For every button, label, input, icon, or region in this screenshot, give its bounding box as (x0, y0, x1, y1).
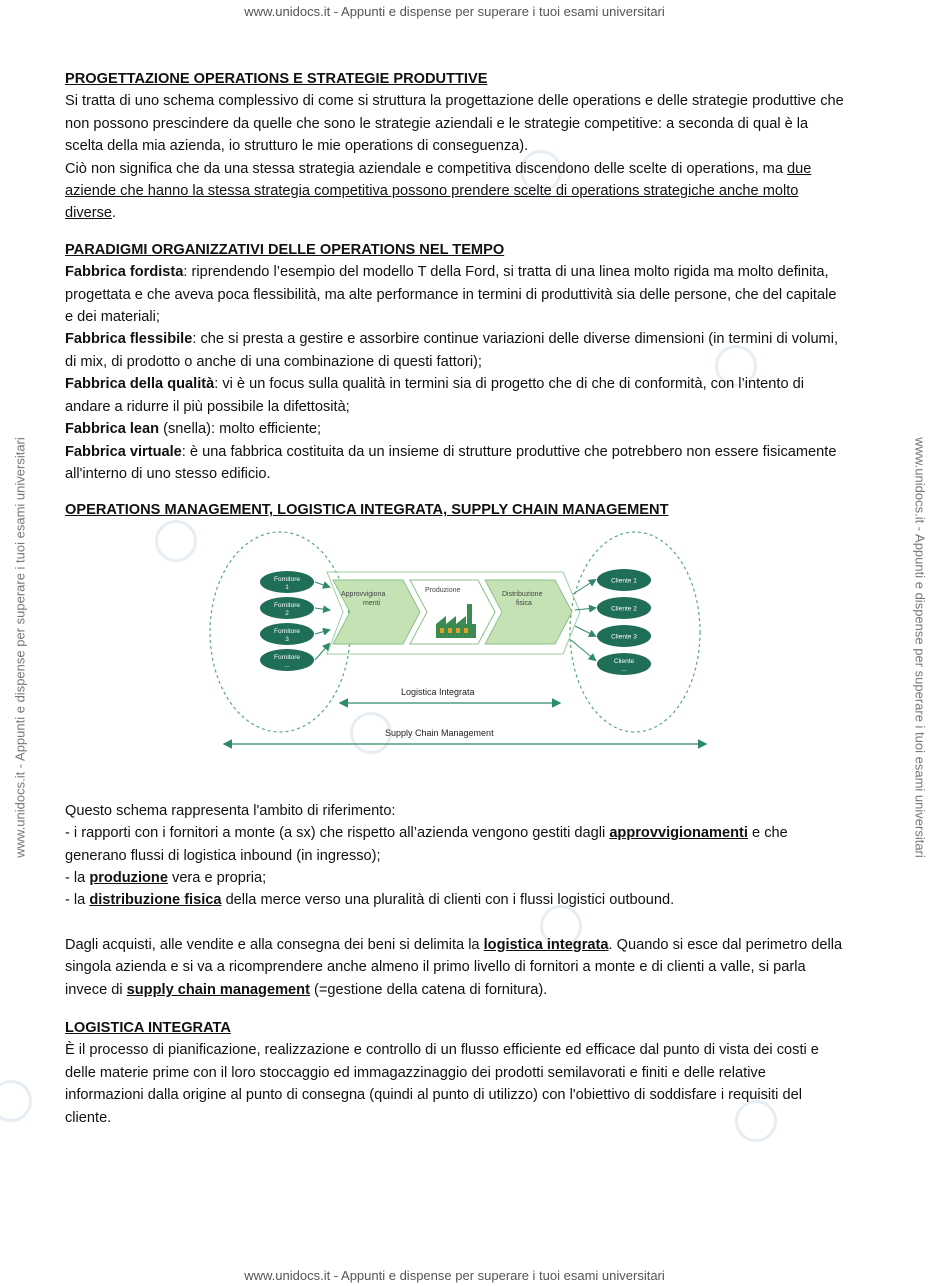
text-run: . (112, 205, 117, 222)
bullet (65, 889, 845, 911)
outbound-arrow (571, 640, 595, 660)
inbound-arrow (315, 608, 329, 610)
supplier-node-label: 3 (285, 635, 289, 643)
term: Fabbrica fordista (65, 264, 184, 281)
definition: : che si presta a gestire e assorbire continue variazioni delle diverse dimensioni (in termini di volumi, di mix, di prodotto o anche di una combinazione di questi fattori); (65, 331, 839, 370)
key-term: logistica integrata (483, 936, 609, 953)
supply-chain-svg (65, 532, 845, 772)
supplier-nodes (260, 571, 314, 671)
text-run: Ciò non significa che da una stessa strategia aziendale e competitiva discendono delle scelte di operations, ma (65, 160, 788, 177)
stage-label: Distribuzione (502, 590, 543, 598)
section-heading: PARADIGMI ORGANIZZATIVI DELLE OPERATIONS NEL TEMPO (65, 241, 505, 258)
key-term: distribuzione fisica (89, 892, 222, 909)
watermark-right: www.unidocs.it - Appunti e dispense per superare i tuoi esami universitari (912, 437, 928, 858)
inbound-arrow (315, 582, 329, 587)
key-term: produzione (89, 869, 168, 886)
client-node-label: Cliente (613, 657, 635, 665)
paradigm-item (65, 441, 845, 486)
paragraph: Questo schema rappresenta l'ambito di riferimento: (65, 802, 396, 819)
section-logistica (65, 1017, 845, 1129)
text-run: - i rapporti con i fornitori a monte (a sx) che rispetto all’azienda vengono gestiti dagli (65, 825, 610, 842)
inbound-arrow (315, 630, 329, 634)
bullet (65, 867, 845, 889)
supply-chain-diagram (65, 532, 845, 772)
text-run: della merce verso una pluralità di clienti con i flussi logistici outbound. (221, 892, 675, 909)
text-run: e che generano flussi di logistica inbound (in ingresso); (65, 825, 788, 864)
outbound-arrow (575, 626, 595, 636)
stage-label: menti (363, 599, 381, 607)
term: Fabbrica virtuale (65, 443, 182, 460)
logistica-label: Logistica Integrata (401, 686, 475, 697)
paradigm-item (65, 261, 845, 328)
supplier-node (260, 623, 314, 645)
text-run: - la (65, 892, 90, 909)
supplier-node-label: Fornitore (273, 575, 301, 583)
client-node-label: Cliente 1 (611, 577, 637, 585)
paragraph (65, 158, 845, 225)
paradigm-item (65, 328, 845, 373)
chevron-approvvigionamenti (333, 580, 420, 644)
client-nodes (597, 569, 651, 675)
section-heading: OPERATIONS MANAGEMENT, LOGISTICA INTEGRATA, SUPPLY CHAIN MANAGEMENT (65, 502, 669, 519)
client-node (597, 569, 651, 591)
underlined-text: due aziende che hanno la stessa strategia competitiva possono prendere scelte di operations strategiche anche molto diverse (65, 160, 812, 222)
term: Fabbrica flessibile (65, 331, 193, 348)
supplier-node (260, 571, 314, 593)
key-term: approvvigionamenti (609, 825, 748, 842)
watermark-bottom: www.unidocs.it - Appunti e dispense per superare i tuoi esami universitari (244, 1268, 665, 1283)
supplier-node (260, 649, 314, 671)
definition: (snella): molto efficiente; (159, 421, 322, 438)
definition: : vi è un focus sulla qualità in termini sia di progetto che di che di conformità, con l’intento di andare a ridurre il più possibile la difettosità; (65, 376, 804, 415)
text-run: (=gestione della catena di fornitura). (309, 981, 548, 998)
scm-label: Supply Chain Management (385, 727, 494, 738)
supplier-node-label: 2 (285, 609, 289, 617)
supplier-node-label: 1 (285, 583, 289, 591)
text-run: Dagli acquisti, alle vendite e alla consegna dei beni si delimita la (65, 936, 484, 953)
watermark-left: www.unidocs.it - Appunti e dispense per superare i tuoi esami universitari (12, 437, 28, 858)
client-node-label: ... (621, 665, 627, 673)
paradigm-item (65, 373, 845, 418)
inbound-arrow (315, 644, 329, 660)
paragraph: È il processo di pianificazione, realizzazione e controllo di un flusso efficiente ed efficace dal punto di vista dei costi e delle materie prime con il loro stoccaggio ed immagazzinaggio dei prodotti semilavorati e finiti e delle relative informazioni dalla origine al punto di consegna (quindi al punto di utilizzo) con l'obiettivo di soddisfare i requisiti del cliente. (65, 1042, 819, 1126)
section-progettazione (65, 68, 845, 225)
client-node (597, 653, 651, 675)
supplier-node-label: Fornitore (273, 653, 301, 661)
text-run: - la (65, 869, 90, 886)
section-operations (65, 499, 845, 1001)
paragraph: Si tratta di uno schema complessivo di come si struttura la progettazione delle operations e delle strategie produttive che non possono prescindere da quelle che sono le strategie aziendali e le strategie competitive: a seconda di qual è la scelta della mia azienda, io strutturo le mie operations di conseguenza). (65, 93, 844, 155)
stage-label: fisica (516, 599, 532, 607)
section-heading: PROGETTAZIONE OPERATIONS E STRATEGIE PRODUTTIVE (65, 71, 488, 87)
paradigm-item (65, 418, 845, 440)
outbound-arrow (573, 580, 595, 594)
client-node-label: Cliente 2 (611, 605, 637, 613)
text-run: . Quando si esce dal perimetro della singola azienda e si va a ricomprendere anche almeno il primo livello di fornitori a monte e di clienti a valle, si parla invece di (65, 936, 843, 998)
watermark-top: www.unidocs.it - Appunti e dispense per superare i tuoi esami universitari (244, 4, 665, 19)
term: Fabbrica lean (65, 421, 160, 438)
stage-label: Approvvigiona (341, 590, 386, 598)
document-page (65, 68, 845, 1143)
client-node (597, 597, 651, 619)
key-term: supply chain management (126, 981, 310, 998)
term: Fabbrica della qualità (65, 376, 215, 393)
chevron-distribuzione (485, 580, 572, 644)
client-node-label: Cliente 3 (611, 633, 637, 641)
supplier-node-label: Fornitore (273, 627, 301, 635)
supplier-node-label: Fornitore (273, 601, 301, 609)
text-run: vera e propria; (167, 869, 267, 886)
stage-label: Produzione (425, 586, 461, 594)
section-paradigmi (65, 239, 845, 485)
bullet (65, 822, 845, 867)
paragraph (65, 934, 845, 1001)
watermark-logo-icon (0, 1080, 32, 1122)
definition: : è una fabbrica costituita da un insieme di strutture produttive che potrebbero non essere fisicamente all'interno di uno stesso edificio. (65, 443, 837, 482)
supplier-node (260, 597, 314, 619)
supplier-node-label: ... (284, 661, 290, 669)
definition: : riprendendo l’esempio del modello T della Ford, si tratta di una linea molto rigida ma molto definita, progettata e che aveva poca flessibilità, ma alte performance in termini di produttività sia delle persone, che del capitale e dei materiali; (65, 264, 837, 326)
section-heading: LOGISTICA INTEGRATA (65, 1019, 231, 1036)
client-node (597, 625, 651, 647)
